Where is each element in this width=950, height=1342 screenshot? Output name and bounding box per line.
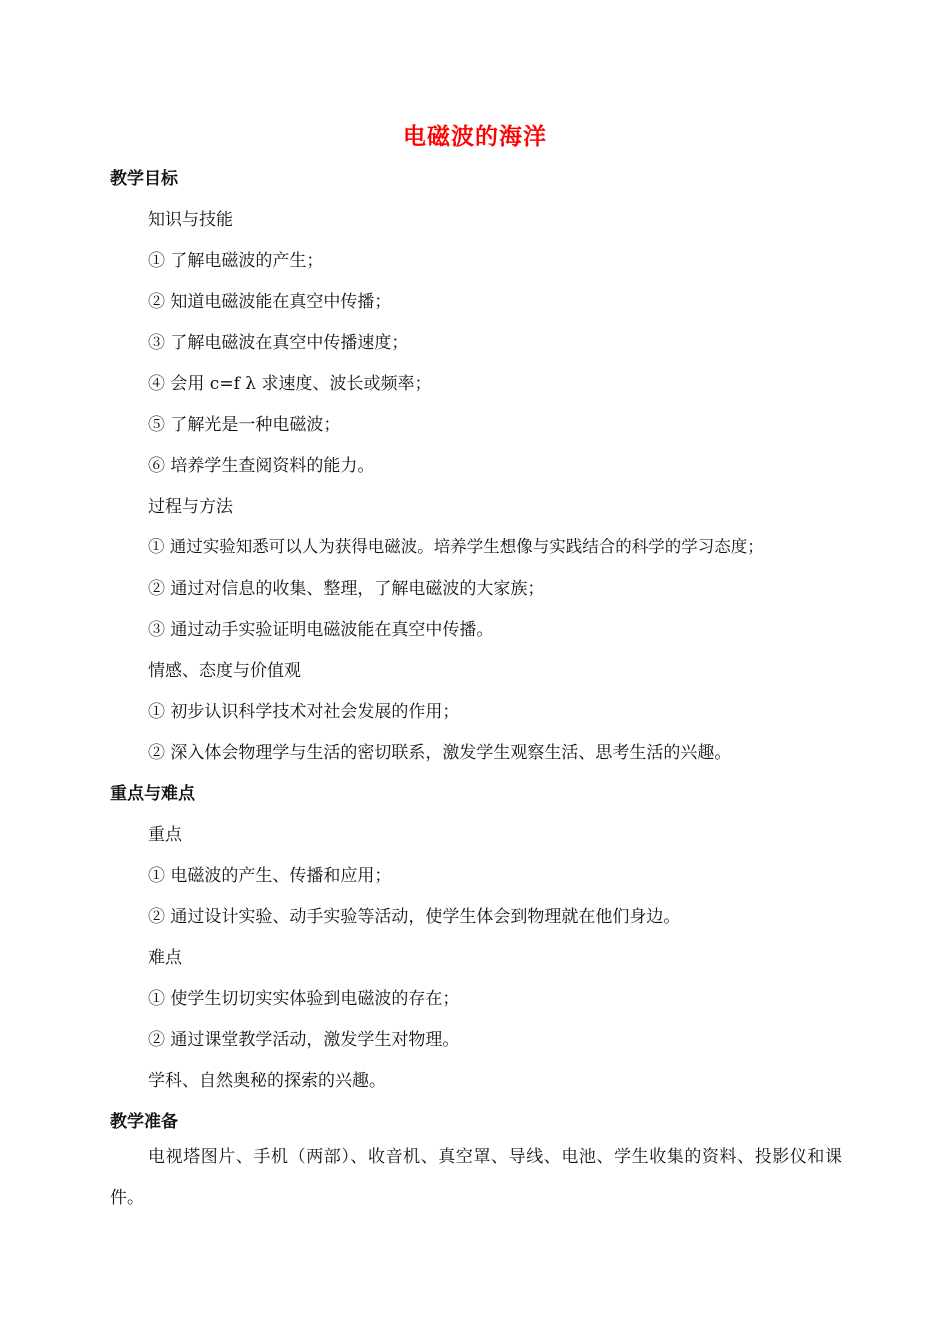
list-item: ① 了解电磁波的产生； [148, 251, 324, 271]
section-heading-objectives: 教学目标 [110, 169, 178, 189]
section-heading-preparation: 教学准备 [110, 1112, 178, 1132]
list-item: ② 知道电磁波能在真空中传播； [148, 292, 392, 312]
list-item: ② 通过对信息的收集、整理，了解电磁波的大家族； [148, 579, 545, 599]
subheading-values: 情感、态度与价值观 [148, 661, 301, 681]
list-item: ① 通过实验知悉可以人为获得电磁波。培养学生想像与实践结合的科学的学习态度； [148, 537, 764, 556]
subheading-difficult: 难点 [148, 948, 182, 968]
list-item: ⑤ 了解光是一种电磁波； [148, 415, 341, 435]
list-item: ① 使学生切切实实体验到电磁波的存在； [148, 989, 460, 1009]
list-item: ② 深入体会物理学与生活的密切联系，激发学生观察生活、思考生活的兴趣。 [148, 743, 732, 763]
section-heading-key-points: 重点与难点 [110, 784, 195, 804]
list-item: ① 初步认识科学技术对社会发展的作用； [148, 702, 460, 722]
list-item: ⑥ 培养学生查阅资料的能力。 [148, 456, 375, 476]
list-item: ② 通过设计实验、动手实验等活动，使学生体会到物理就在他们身边。 [148, 907, 681, 927]
list-item: ④ 会用 c=f λ 求速度、波长或频率； [148, 374, 432, 394]
list-item: ② 通过课堂教学活动，激发学生对物理。 [148, 1030, 460, 1050]
subheading-knowledge: 知识与技能 [148, 210, 233, 230]
preparation-paragraph: 电视塔图片、手机（两部）、收音机、真空罩、导线、电池、学生收集的资料、投影仪和课件。 [110, 1147, 842, 1208]
subheading-process: 过程与方法 [148, 497, 233, 517]
list-item: 学科、自然奥秘的探索的兴趣。 [148, 1071, 386, 1091]
subheading-key: 重点 [148, 825, 182, 845]
list-item: ① 电磁波的产生、传播和应用； [148, 866, 392, 886]
document-title: 电磁波的海洋 [403, 124, 547, 150]
list-item: ③ 了解电磁波在真空中传播速度； [148, 333, 409, 353]
list-item: ③ 通过动手实验证明电磁波能在真空中传播。 [148, 620, 494, 640]
